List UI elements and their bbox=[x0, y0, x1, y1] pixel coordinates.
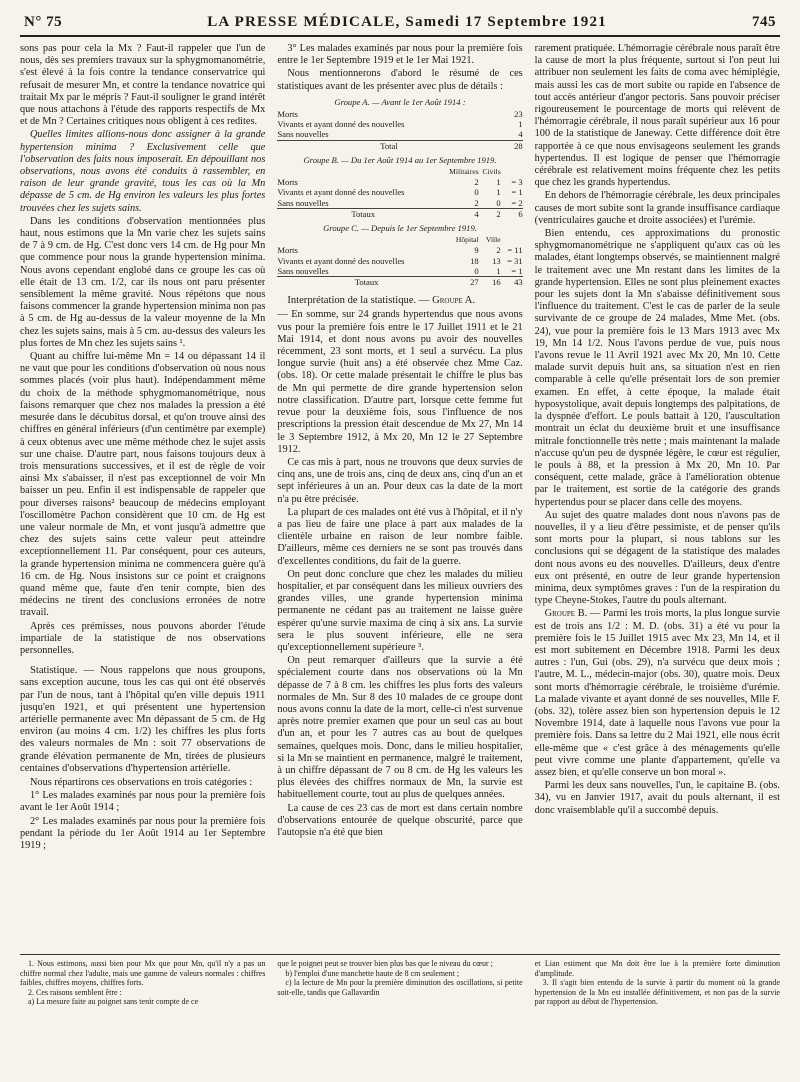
group-label: Groupe A. bbox=[432, 295, 476, 307]
paragraph-text: — Parmi les trois morts, la plus longue survie est de trois ans 1/2 : M. D. (obs. 31) a été vu pour la première fois le 15 Juillet 1915 avec Mx 23, Mn 14, et il est mort subitement en Décembre 1918. Parmi les deux autres : l'un, Gui (obs. 29), n'a survécu que deux mois ; l'autre, M. L., médecin-major (obs. 30), quatre mois. Deux sont morts d'hémorragie cérébrale, le troisième d'urémie. La malade vivante et ayant donné de ses nouvelles, Mlle F. (obs. 32), tolère assez bien son hypertension depuis le 12 Novembre 1914, date à laquelle nous l'avons vue pour la première fois. Dans sa lettre du 2 Mai 1921, elle nous écrit elle-même que « c'est grâce à des ménagements qu'elle peut vivre comme une plante d'appartement, qu'elle va assez bien, et qu'elle conserve un bon moral ». bbox=[534, 608, 780, 778]
footnote: que le poignet peut se trouver bien plus bas que le niveau du cœur ; bbox=[277, 959, 493, 968]
section-heading-statistique bbox=[20, 665, 265, 775]
cell: 1 bbox=[496, 187, 501, 198]
table-row bbox=[277, 245, 522, 255]
column-2 bbox=[277, 43, 522, 948]
heading-label: Statistique. bbox=[30, 665, 78, 677]
column-header: Ville bbox=[485, 235, 501, 245]
row-value: 1 bbox=[518, 119, 523, 130]
row-label: Vivants et ayant donné des nouvelles bbox=[277, 255, 405, 266]
total-value: 28 bbox=[501, 140, 523, 151]
table-row bbox=[277, 198, 522, 209]
heading-label: Interprétation de la statistique. — bbox=[287, 295, 433, 307]
table-row bbox=[277, 187, 522, 197]
table-total-row bbox=[277, 277, 522, 288]
footnotes bbox=[20, 959, 780, 1007]
group-label: Groupe B. bbox=[544, 608, 588, 620]
statistics-summary bbox=[277, 97, 522, 287]
footnote: 1. Nous estimons, aussi bien pour Mx que pour Mn, qu'il n'y a pas un chiffre normal chez l'adulte, mais une gamme de valeurs normales : chiffres faibles, chiffres moyens, chiffres forts. bbox=[20, 959, 266, 988]
row-label: Sans nouvelles bbox=[277, 197, 329, 208]
paragraph: On peut remarquer d'ailleurs que la survie a été spécialement courte dans nos observations où la Mn dépasse de 7 à 8 cm. les chiffres les plus forts des valeurs normales de Mn. Sur 8 des 10 malades de ce groupe dont nous avons connu la date de la mort, celle-ci n'est survenue après notre premier examen que pour un seul cas au bout d'un an, et pour les 7 autres cas au bout de quelques semaines, quelques mois. Donc, dans le milieu hospitalier, si la Mn se maintient en permanence, malgré le traitement, à un chiffre dépassant de 7 ou 8 cm. de Hg les valeurs les plus élevées des chiffres normaux de Mn, la survie est habituellement courte, tout au plus de quelques années. bbox=[277, 655, 523, 801]
cell: = 1 bbox=[511, 187, 523, 198]
row-value: 4 bbox=[518, 129, 523, 140]
footnote-column-2 bbox=[277, 959, 522, 1007]
page-number: 745 bbox=[751, 14, 776, 30]
row-label: Morts bbox=[277, 109, 298, 120]
paragraph: Nous mentionnerons d'abord le résumé de ces statistiques avant de les présenter avec plus de détails : bbox=[277, 68, 523, 92]
table-row bbox=[277, 256, 522, 266]
cell: 13 bbox=[492, 255, 501, 266]
cell: 16 bbox=[479, 277, 501, 288]
cell: 27 bbox=[456, 277, 479, 288]
issue-number: N° 75 bbox=[24, 14, 63, 30]
table-row bbox=[277, 177, 522, 187]
footnote: 3. Il s'agit bien entendu de la survie à partir du moment où la grande hypertension de la Mn est installée définitivement, et non pas de la survie par rapport au début de l'hypertension. bbox=[534, 978, 780, 1007]
row-label: Vivants et ayant donné des nouvelles bbox=[277, 119, 405, 130]
text-columns bbox=[20, 43, 780, 948]
paragraph bbox=[535, 608, 780, 779]
cell: = 31 bbox=[507, 255, 523, 266]
group-b-table bbox=[277, 167, 522, 219]
row-label: Morts bbox=[277, 177, 298, 188]
paragraph: Parmi les deux sans nouvelles, l'un, le capitaine B. (obs. 34), vu en Janvier 1917, avait du pouls alternant, il est donc vraisemblable qu'il a succombé depuis. bbox=[534, 780, 780, 816]
paragraph: Ce cas mis à part, nous ne trouvons que deux survies de cinq ans, une de trois ans, cinq de deux ans, cinq d'un an et sept inférieures à un an. Pour deux cas la date de la mort n'a pu être précisée. bbox=[277, 456, 523, 505]
table-row bbox=[277, 119, 522, 129]
section-heading-interpretation bbox=[277, 295, 522, 307]
cell: = 11 bbox=[507, 245, 523, 256]
cell: 0 bbox=[496, 197, 501, 208]
footnote: 2. Ces raisons semblent être : bbox=[28, 987, 122, 997]
footnote-column-1 bbox=[20, 959, 265, 1007]
cell: 4 bbox=[449, 208, 479, 219]
paragraph: Dans les conditions d'observation mentionnées plus haut, nous estimons que la Mn varie chez les sujets sains de 7 à 9 cm. de Hg. C'est donc vers 14 cm. de Hg pour Mn que commence pour nous la grande hypertension minima. Nous avons cependant englobé dans ce groupe les cas où elle était de 13 cm. 1/2, car ils nous ont paru présenter sensiblement la même gravité. Nous répétons que nous faisons commencer la grande hypertension minima non pas à 5 cm. de Hg au-dessus de la valeur moyenne de la Mn chez les sujets sains, mais à 5 cm. au-dessus des valeurs les plus fortes de Mn chez les sujets sains ¹. bbox=[20, 215, 266, 349]
group-c-table bbox=[277, 235, 522, 287]
footnote: b) l'emploi d'une manchette haute de 8 cm seulement ; bbox=[285, 968, 460, 978]
column-1 bbox=[20, 43, 265, 948]
column-header: Militaires bbox=[449, 167, 479, 177]
cell: 1 bbox=[496, 177, 501, 188]
paragraph: Nous répartirons ces observations en trois catégories : bbox=[30, 776, 253, 788]
total-label: Totaux bbox=[277, 277, 456, 288]
group-b-title: Groupe B. — Du 1er Août 1914 au 1er Septembre 1919. bbox=[303, 154, 497, 165]
table-total-row bbox=[277, 140, 522, 151]
cell: 2 bbox=[479, 208, 501, 219]
paragraph: — Nous rappelons que nous groupons, sans exception aucune, tous les cas qui ont été observés par l'un de nous, tant à l'hôpital qu'en ville depuis 1911 jusqu'en 1921, et qui présentent une hypertension artérielle permanente avec Mn dépassant de 5 cm. de Hg environ (au moins 4 cm. 1/2) les chiffres les plus forts des valeurs normales de Mn : soit 77 observations de grande élévation permanente de Mn, tirées de plusieurs centaines d'observations d'hypertension artérielle. bbox=[20, 665, 266, 774]
cell: 2 bbox=[474, 197, 479, 208]
paragraph: Au sujet des quatre malades dont nous n'avons pas de nouvelles, il y a lieu d'être pessimiste, et de penser qu'ils sont morts pour la plupart, si nous tablons sur les conclusions qui se dégagent de la statistique des malades dont nous avons eu des nouvelles. D'ailleurs, deux d'entre eux ont présenté, en outre de leur grande hypertension minima, deux symptômes graves : l'un de la respiration du type Cheyne-Stokes, l'autre du pouls alternant. bbox=[534, 509, 780, 607]
table-row bbox=[277, 109, 522, 119]
row-label: Vivants et ayant donné des nouvelles bbox=[277, 187, 405, 198]
table-row bbox=[277, 266, 522, 277]
header-rule bbox=[20, 35, 780, 37]
cell: 6 bbox=[501, 208, 523, 219]
cell: 1 bbox=[496, 265, 501, 276]
total-label: Total bbox=[277, 140, 500, 151]
footnote: c) la lecture de Mn pour la première diminution des oscillations, si petite soit-elle, tandis que Gallavardin bbox=[277, 978, 523, 997]
column-header: Hôpital bbox=[455, 235, 479, 245]
paragraph: La plupart de ces malades ont été vus à l'hôpital, et il n'y a pas lieu de faire une place à part aux malades de la clientèle urbaine en raison de leur nombre faible. D'ailleurs, même ces derniers ne se sont pas trouvés dans d'excellentes conditions, du fait de la guerre. bbox=[277, 506, 523, 567]
cell: 9 bbox=[474, 245, 479, 256]
paragraph: 1° Les malades examinés par nous pour la première fois avant le 1er Août 1914 ; bbox=[20, 790, 266, 814]
cell: 2 bbox=[496, 245, 501, 256]
table-header-row bbox=[277, 235, 522, 245]
paragraph: La cause de ces 23 cas de mort est dans certain nombre d'observations entourée de quelque obscurité, parce que l'autopsie n'a été que bien bbox=[277, 802, 523, 838]
cell: = 3 bbox=[511, 177, 523, 188]
row-label: Sans nouvelles bbox=[277, 265, 329, 276]
paragraph: 2° Les malades examinés par nous pour la première fois pendant la période du 1er Août 1914 au 1er Septembre 1919 ; bbox=[20, 815, 266, 851]
cell: 2 bbox=[474, 177, 479, 188]
cell: = 1 bbox=[511, 265, 523, 276]
cell: 0 bbox=[474, 265, 479, 276]
group-a-table bbox=[277, 109, 522, 151]
column-header: Civils bbox=[482, 167, 501, 177]
footnote: a) La mesure faite au poignet sans tenir compte de ce bbox=[28, 997, 199, 1007]
paragraph: Quant au chiffre lui-même Mn = 14 ou dépassant 14 il ne vaut que pour les conditions d'observation où nous nous sommes placés (voir plus haut). Indépendamment même du choix de la méthode sphygmomanométrique, nous faisons remarquer que chez nos malades la pression a été mesurée dans le décubitus dorsal, et qu'on trouve ainsi des chiffres en général inférieurs (d'un centimètre par exemple) à ceux obtenus avec une même méthode chez le sujet assis sur une chaise. D'autre part, nous faisons toujours deux à trois mensurations successives, et il est de règle de voir ainsi Mx s'abaisser, il n'est pas exceptionnel de voir Mn baisser un peu. Enfin il est indispensable de rappeler que pour diverses raisons² beaucoup de médecins employant l'oscillomètre Pachon considèrent que 10 cm. de Hg est une valeur normale de Mn, et vont jusqu'à admettre que chez des sujets sains cette valeur peut atteindre exceptionnellement 11. Par conséquent, pour ces auteurs, la grande hypertension minima ne commencera guère qu'à 16 cm. de Hg. Nous insistons sur ce point et craignons quand même que, faute d'en tenir compte, bien des médecins ne tirent des conclusions erronées de notre travail. bbox=[20, 351, 266, 619]
row-value: 23 bbox=[514, 109, 523, 120]
paragraph: On peut donc conclure que chez les malades du milieu hospitalier, et par conséquent dans les milieux ouvriers des grandes villes, une grande hypertension minima permanente ne cédant pas au traitement ne laisse guère espérer qu'une survie maxima de cinq à six ans. La survie sera le plus souvent inférieure, elle ne sera qu'exceptionnellement supérieure ³. bbox=[277, 568, 523, 653]
row-label: Morts bbox=[277, 245, 298, 256]
page-header bbox=[20, 14, 780, 35]
paragraph: Quelles limites allions-nous donc assigner à la grande hypertension minima ? Exclusivement celle que l'observation des faits nous imposerait. En dépouillant nos observations, nous avons été conduits à rassembler, en raison de leur grande gravité, tous les cas où la Mn dépasse de 5 cm. de Hg environ les valeurs les plus fortes trouvées chez les sujets sains. bbox=[20, 129, 266, 214]
footnote-column-3 bbox=[535, 959, 780, 1007]
total-label: Totaux bbox=[277, 208, 449, 219]
table-header-row bbox=[277, 167, 522, 177]
footnote-rule bbox=[20, 954, 780, 955]
row-label: Sans nouvelles bbox=[277, 129, 329, 140]
cell: 18 bbox=[470, 255, 479, 266]
footnote: et Lian estiment que Mn doit être lue à la première forte diminution d'amplitude. bbox=[534, 959, 780, 978]
table-row bbox=[277, 129, 522, 140]
table-total-row bbox=[277, 208, 522, 219]
journal-title: LA PRESSE MÉDICALE, Samedi 17 Septembre 1921 bbox=[207, 14, 607, 30]
column-3 bbox=[535, 43, 780, 948]
paragraph: Après ces prémisses, nous pouvons aborder l'étude impartiale de la statistique de nos observations personnelles. bbox=[20, 620, 266, 656]
paragraph: En dehors de l'hémorragie cérébrale, les deux principales causes de mort subite sont la grande insuffisance cardiaque (ventriculaires gauche et droite associées) et l'urémie. bbox=[534, 190, 780, 226]
paragraph: — En somme, sur 24 grands hypertendus que nous avons vus pour la première fois entre le 17 Juillet 1911 et le 21 Mai 1914, et dont nous avons pu avoir des nouvelles récemment, 23 sont morts, et 1 seul a survécu. La plus longue survie (huit ans) a été observée chez Mme Caz. (obs. 18). Or cette malade présentait le chiffre le plus bas de Mn qui permette de dire grande hypertension selon notre classification. D'autre part, lorsque cette femme fut revue pour la deuxième fois, sous l'influence de nos prescriptions la pression était descendue de Mx 27, Mn 14 le 3 Septembre 1912, à Mx 20, Mn 12 le 27 Septembre 1912. bbox=[277, 309, 523, 455]
group-a-title: Groupe A. — Avant le 1er Août 1914 : bbox=[334, 96, 466, 107]
paragraph: sons pas pour cela la Mx ? Faut-il rappeler que l'un de nous, dès ses premiers travaux sur la sphygmomanométrie, s'est élevé à la fois contre la tendance conservatrice qui refusait de mesurer Mn, et contre la tendance novatrice qui traitait Mx par le mépris ? Faut-il souligner le grand intérêt que nous attachons à l'étude des rapports respectifs de Mx et de Mn ? Certaines critiques nous obligent à ces redites. bbox=[20, 43, 266, 128]
paragraph: rarement pratiquée. L'hémorragie cérébrale nous paraît être la cause de mort la plus fréquente, surtout si l'on peut lui attribuer non seulement les faits de coma avec hémiplégie, mais aussi les cas de mort subite ou rapide en l'absence de tout accès antérieur d'angor pectoris. Sans pouvoir préciser rigoureusement le pourcentage de morts qui relèvent de l'hémorragie cérébrale, il nous paraît supérieur aux 16 pour 100 de la statistique de Janeway. Cette différence doit être rapportée à ce que nous envisageons seulement les grands hypertendus. Il est logique de penser que l'hémorragie cérébrale est relativement moins fréquente chez les petits que chez les grands hypertendus. bbox=[534, 43, 780, 189]
cell: 0 bbox=[474, 187, 479, 198]
group-c-title: Groupe C. — Depuis le 1er Septembre 1919. bbox=[323, 223, 477, 234]
cell: = 2 bbox=[511, 197, 523, 208]
cell: 43 bbox=[501, 277, 523, 288]
paragraph: Bien entendu, ces approximations du pronostic sphygmomanométrique ne s'appliquent qu'aux cas où les malades, étant longtemps observés, se maintiennent malgré le traitement avec une Mn restant dans les limites de la grande hypertension. Elles ne sont plus pleinement exactes pour les sujets dont la Mn s'abaisse définitivement sous l'influence du traitement. C'est le cas de parler de la seule survivante de ce groupe de 24 malades, Mme Met. (obs. 24), vue pour la première fois le 13 Mars 1913 avec Mx 19, Mn 14 1/2. Nous l'avons perdue de vue, puis nous l'avons revue le 11 Avril 1921 avec Mx 20, Mn 10. Cette malade survit depuis huit ans, sa situation n'est en rien comparable à celle qu'elle présentait lors de son premier examen. En effet, à cette époque, la malade était hyposystolique, avait depuis longtemps des palpitations, de la dyspnée d'effort. Le pouls battait à 120, l'auscultation montrait un éclat du deuxième bruit et une insuffisance mitrale fonctionnelle très nette ; mais maintenant la malade n'accuse qu'un peu de dyspnée légère, le cœur est régulier, le pouls à 88, et la pression à Mx 20, Mn 10. Par conséquent, cette malade, grâce à l'amélioration obtenue par le traitement, est sortie de la catégorie des grands hypertendus pour se placer dans celle des moyens. bbox=[534, 228, 780, 508]
paragraph: 3° Les malades examinés par nous pour la première fois entre le 1er Septembre 1919 et le 1er Mai 1921. bbox=[277, 43, 523, 67]
